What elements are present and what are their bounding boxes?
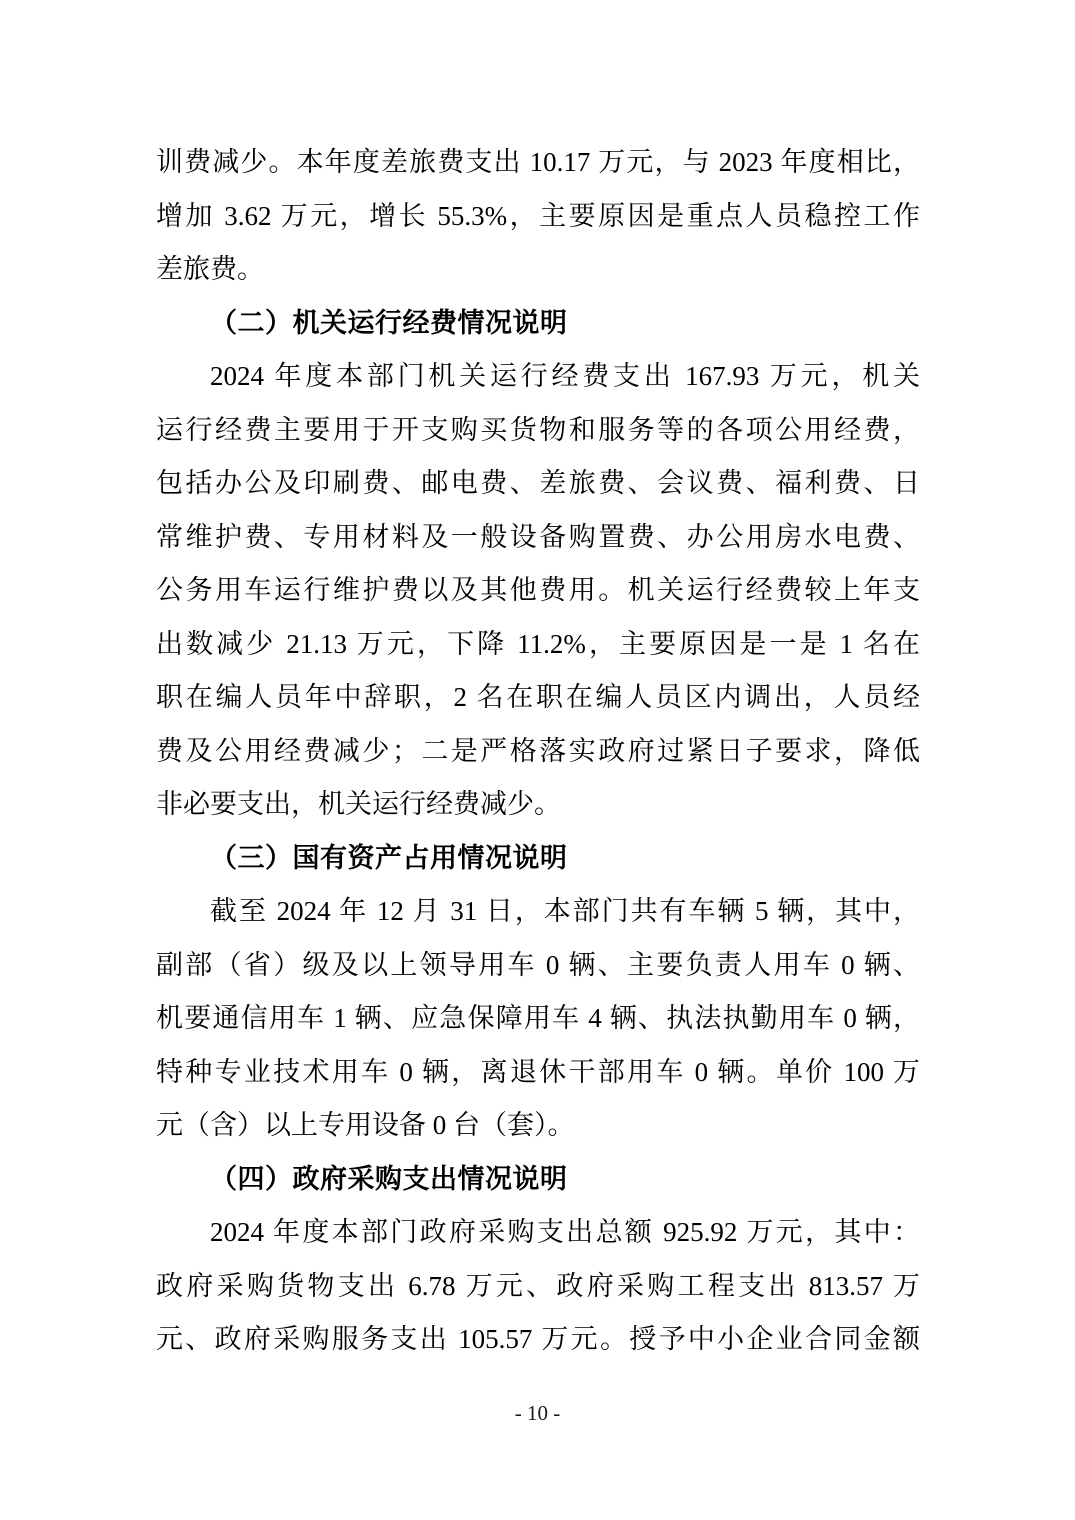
text-line: 元、政府采购服务支出 105.57 万元。授予中小企业合同金额 (156, 1324, 920, 1354)
text-line: 2024 年度本部门机关运行经费支出 167.93 万元，机关 (210, 361, 920, 391)
text-line: 截至 2024 年 12 月 31 日，本部门共有车辆 5 辆，其中， (210, 896, 920, 926)
text-line: 非必要支出，机关运行经费减少。 (156, 789, 561, 819)
text-line: 政府采购货物支出 6.78 万元、政府采购工程支出 813.57 万 (156, 1270, 920, 1301)
page-number: - 10 - (514, 1401, 561, 1425)
section-heading: （二）机关运行经费情况说明 (210, 307, 568, 338)
text-line: 差旅费。 (156, 254, 264, 284)
text-line: 费及公用经费减少；二是严格落实政府过紧日子要求，降低 (156, 735, 920, 766)
document-body (156, 136, 920, 1367)
text-line: 副部（省）级及以上领导用车 0 辆、主要负责人用车 0 辆、 (156, 949, 920, 980)
text-line: 职在编人员年中辞职，2 名在职在编人员区内调出，人员经 (156, 682, 920, 712)
section-heading: （三）国有资产占用情况说明 (210, 842, 568, 873)
text-line: 增加 3.62 万元，增长 55.3%，主要原因是重点人员稳控工作 (156, 200, 920, 231)
text-line: 出数减少 21.13 万元，下降 11.2%，主要原因是一是 1 名在 (156, 628, 920, 659)
page-footer (0, 1398, 1075, 1428)
text-line: 常维护费、专用材料及一般设备购置费、办公用房水电费、 (156, 521, 920, 552)
text-line: 2024 年度本部门政府采购支出总额 925.92 万元，其中： (210, 1217, 920, 1247)
text-line: 训费减少。本年度差旅费支出 10.17 万元，与 2023 年度相比， (156, 147, 920, 177)
text-line: 特种专业技术用车 0 辆，离退休干部用车 0 辆。单价 100 万 (156, 1056, 920, 1087)
text-line: 包括办公及印刷费、邮电费、差旅费、会议费、福利费、日 (156, 468, 920, 498)
text-line: 元（含）以上专用设备 0 台（套）。 (156, 1110, 575, 1140)
section-heading: （四）政府采购支出情况说明 (210, 1163, 568, 1194)
text-line: 机要通信用车 1 辆、应急保障用车 4 辆、执法执勤用车 0 辆， (156, 1003, 920, 1033)
text-line: 公务用车运行维护费以及其他费用。机关运行经费较上年支 (156, 575, 920, 605)
text-line: 运行经费主要用于开支购买货物和服务等的各项公用经费， (156, 414, 920, 445)
